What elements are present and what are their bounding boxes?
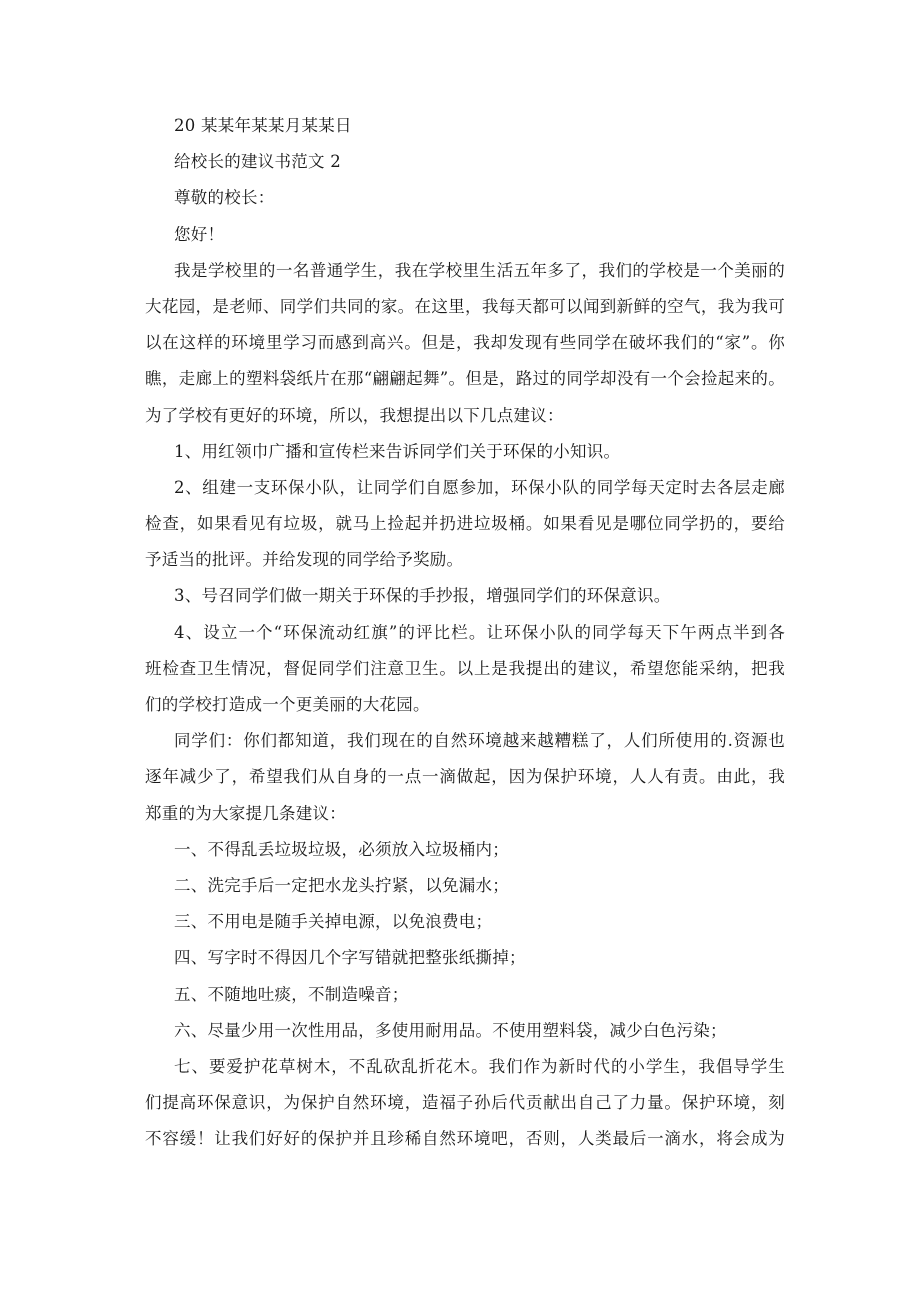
text-line: 郑重的为大家提几条建议：	[145, 803, 346, 823]
text-line: 3、号召同学们做一期关于环保的手抄报，增强同学们的环保意识。	[174, 586, 671, 606]
text-line: 予适当的批评。并给发现的同学给予奖励。	[145, 550, 464, 570]
text-line: 2、组建一支环保小队，让同学们自愿参加，环保小队的同学每天定时去各层走廊	[174, 477, 785, 497]
text-line: 我是学校里的一名普通学生，我在学校里生活五年多了，我们的学校是一个美丽的	[174, 260, 785, 280]
text-line: 四、写字时不得因几个字写错就把整张纸撕掉；	[174, 948, 526, 968]
text-line: 1、用红领巾广播和宣传栏来告诉同学们关于环保的小知识。	[174, 441, 621, 461]
text-line: 六、尽量少用一次性用品，多使用耐用品。不使用塑料袋，减少白色污染；	[174, 1020, 727, 1040]
text-line: 三、不用电是随手关掉电源，以免浪费电；	[174, 912, 493, 932]
text-line: 班检查卫生情况，督促同学们注意卫生。以上是我提出的建议，希望您能采纳，把我	[145, 658, 785, 678]
text-line: 4、设立一个“环保流动红旗”的评比栏。让环保小队的同学每天下午两点半到各	[174, 622, 785, 642]
text-line: 同学们：你们都知道，我们现在的自然环境越来越糟糕了，人们所使用的.资源也	[174, 731, 785, 751]
text-line: 以在这样的环境里学习而感到高兴。但是，我却发现有些同学在破坏我们的“家”。你	[145, 333, 785, 353]
text-line: 一、不得乱丢垃圾垃圾，必须放入垃圾桶内；	[174, 839, 509, 859]
text-line: 给校长的建议书范文 2	[174, 152, 341, 172]
text-line: 您好！	[174, 224, 225, 244]
text-line: 七、要爱护花草树木，不乱砍乱折花木。我们作为新时代的小学生，我倡导学生	[174, 1056, 785, 1076]
text-line: 大花园，是老师、同学们共同的家。在这里，我每天都可以闻到新鲜的空气，我为我可	[145, 296, 785, 316]
text-line: 二、洗完手后一定把水龙头拧紧，以免漏水；	[174, 875, 509, 895]
text-line: 瞧，走廊上的塑料袋纸片在那“翩翩起舞”。但是，路过的同学却没有一个会捡起来的。	[145, 369, 785, 389]
text-line: 20 某某年某某月某某日	[174, 116, 352, 135]
text-line: 尊敬的校长：	[174, 188, 275, 208]
letter-body	[145, 108, 785, 1157]
text-line: 们的学校打造成一个更美丽的大花园。	[145, 695, 430, 714]
text-line: 们提高环保意识，为保护自然环境，造福子孙后代贡献出自己了力量。保护环境，刻	[145, 1093, 785, 1113]
text-line: 为了学校有更好的环境，所以，我想提出以下几点建议：	[145, 405, 564, 425]
text-line: 五、不随地吐痰，不制造噪音；	[174, 984, 409, 1004]
text-line: 检查，如果看见有垃圾，就马上捡起并扔进垃圾桶。如果看见是哪位同学扔的，要给	[145, 514, 785, 534]
text-line: 逐年减少了，希望我们从自身的一点一滴做起，因为保护环境，人人有责。由此，我	[145, 767, 785, 787]
text-line: 不容缓！让我们好好的保护并且珍稀自然环境吧，否则，人类最后一滴水，将会成为	[145, 1129, 785, 1149]
